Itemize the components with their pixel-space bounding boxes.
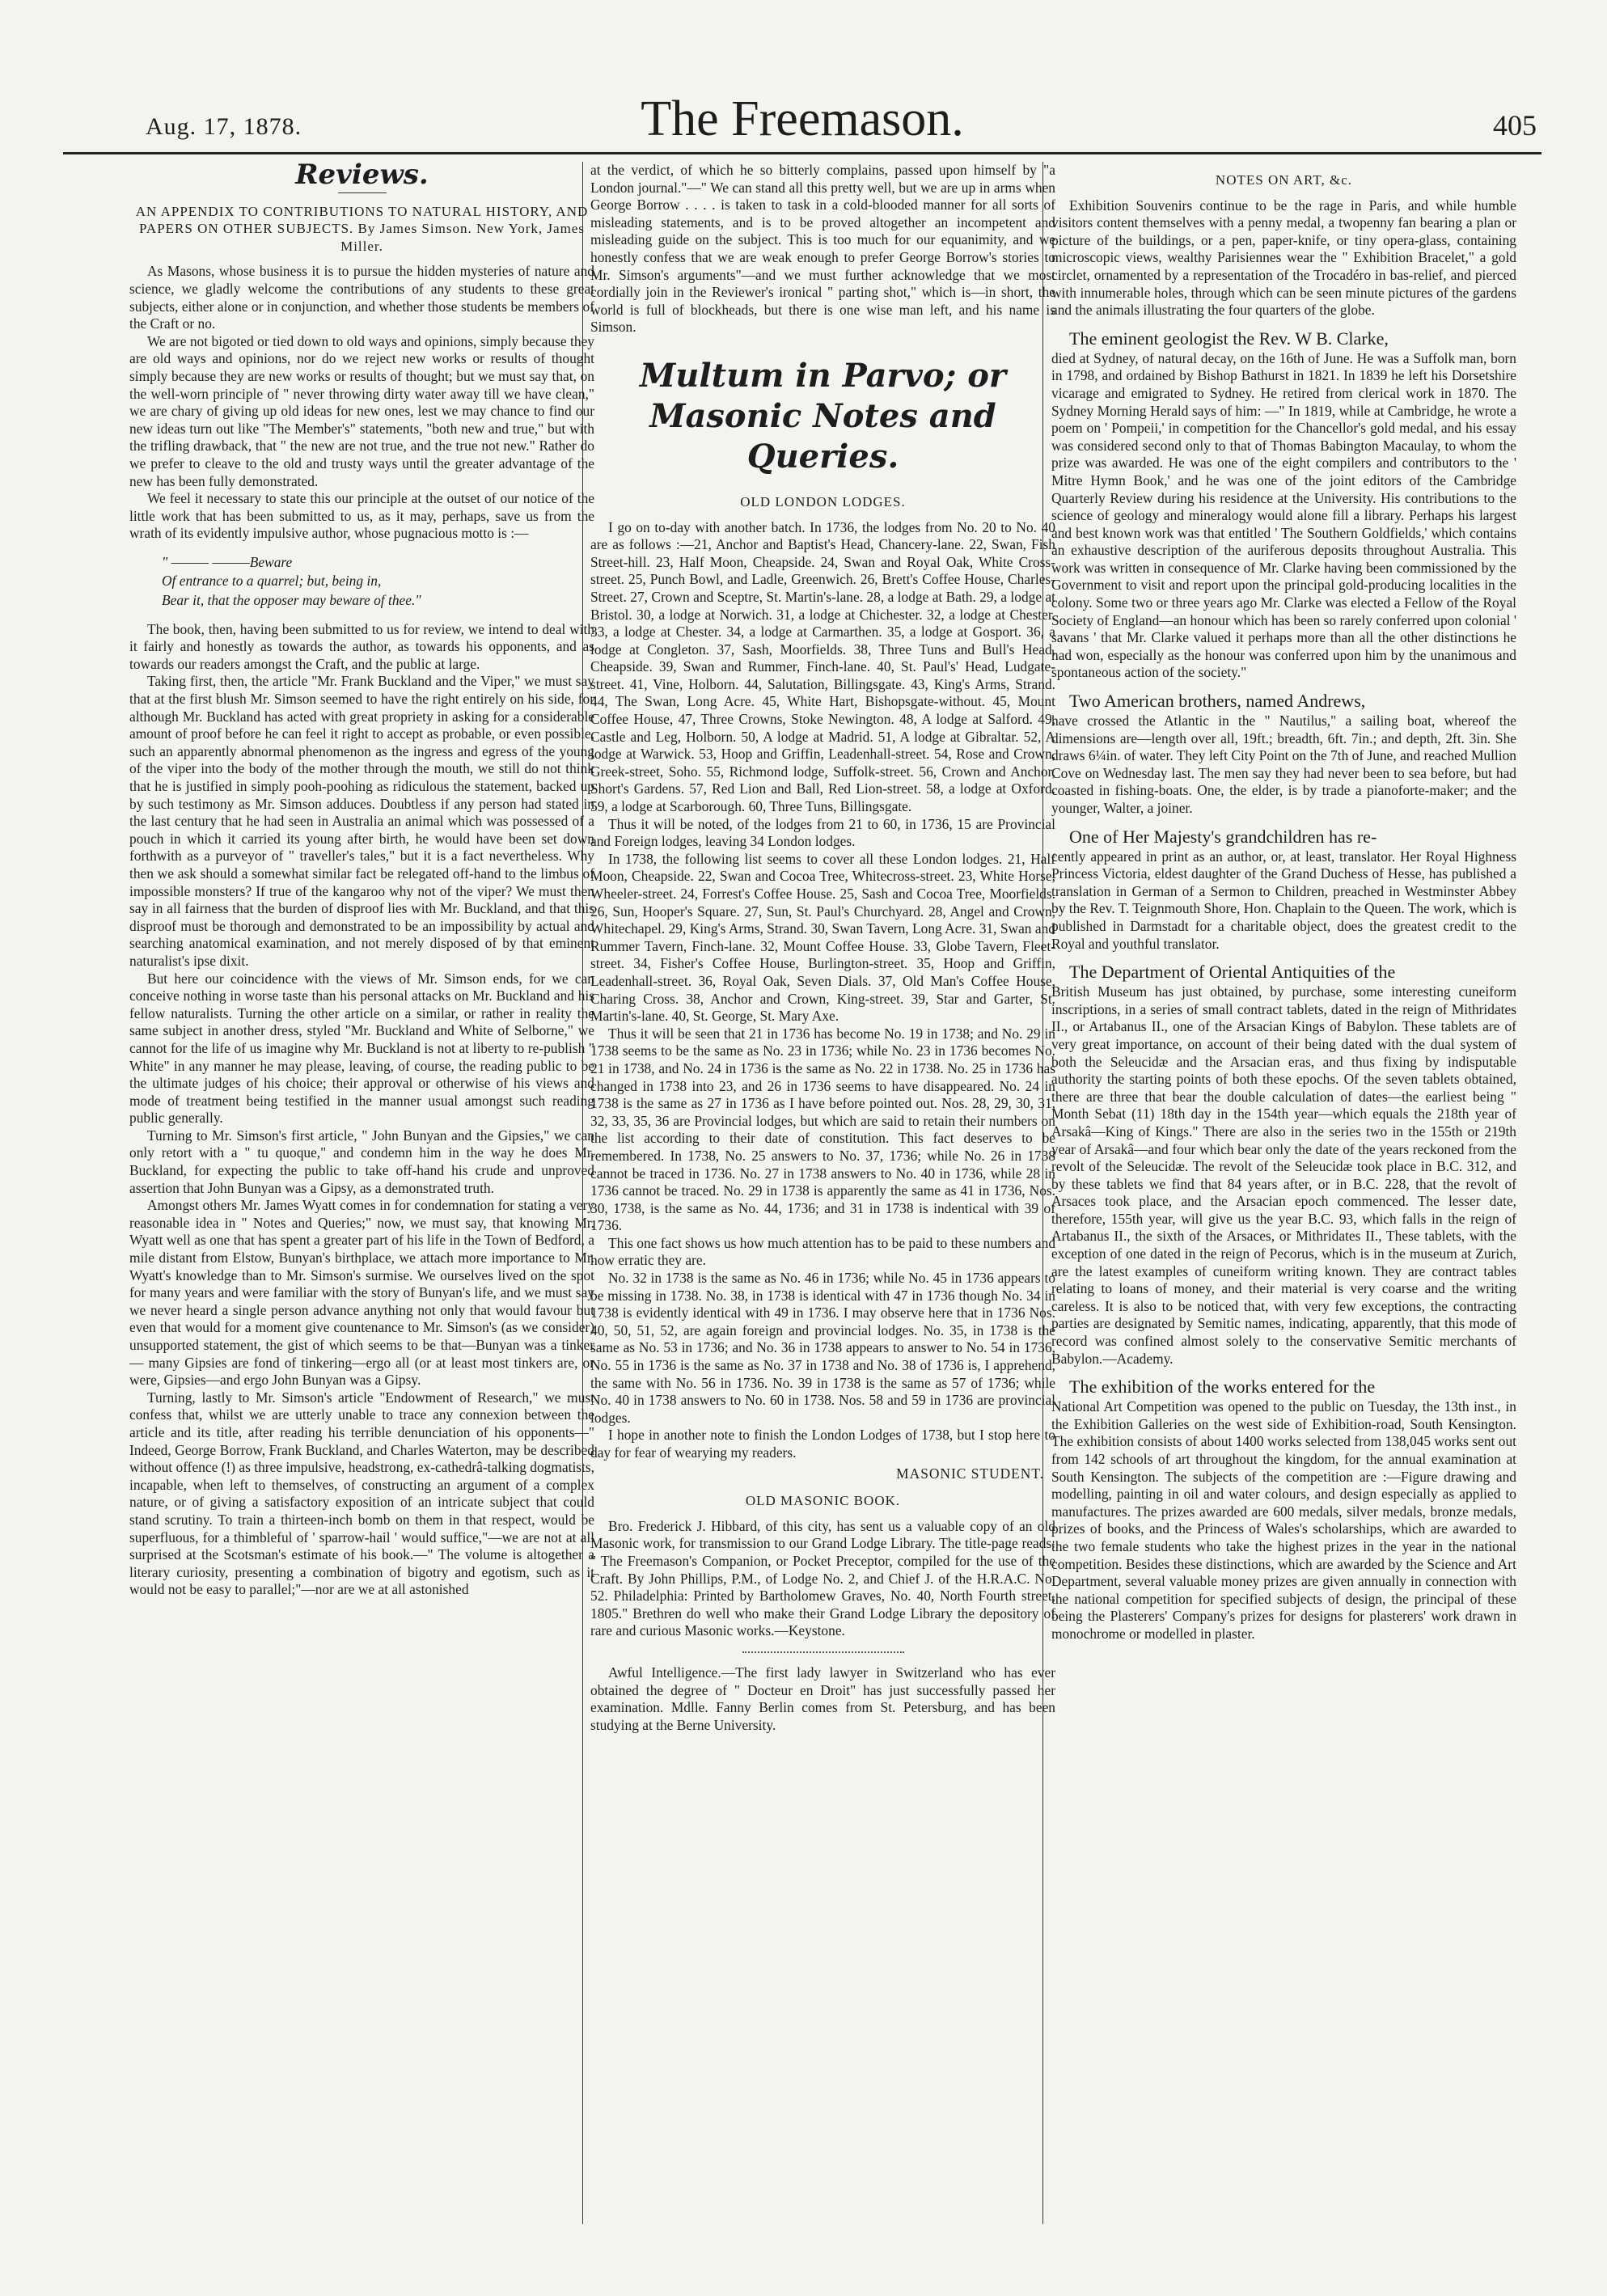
- signature: MASONIC STUDENT.: [896, 1465, 1044, 1482]
- column-masonic-notes: [590, 162, 1055, 2232]
- paragraph: Taking first, then, the article "Mr. Frank Buckland and the Viper," we must say that at the first blush Mr. Simson seemed to have the right entirely on his side, for although Mr. Buckland has acted with great propriety in asking for a considerable amount of proof before he can feel it right to accept as probable, or even possible, such an apparently abnormal phenomenon as the ingress and egress of the young of the viper into the body of the mother through the mouth, we still do not think that he is justified in simply pooh-poohing as ridiculous the statement, backed up by such testimony as Mr. Simson adduces. Doubtless if any person had stated in the last century that he had seen in Australia an animal which was possessed of a pouch in which it carried its young after birth, he would have been set down forthwith as a purveyor of " traveller's tales," but it is a fact nevertheless. Why then we ask should a somewhat similar fact be relegated off-hand to the limbus of impossible monsters? If true of the kangaroo why not of the viper? We must then say in all fairness that the burden of disproof lies with Mr. Buckland, and that this disproof must be thorough and demonstrated to be an impossibility by actual and searching anatomical examination, and not merely disposed of by that eminent naturalist's ipse dixit.: [129, 673, 594, 969]
- lead-line: The exhibition of the works entered for the: [1069, 1376, 1376, 1397]
- paragraph: I hope in another note to finish the London Lodges of 1738, but I stop here to day for fear of wearying my readers.: [590, 1427, 1055, 1461]
- masthead: [63, 63, 1541, 154]
- paragraph: Awful Intelligence.—The first lady lawyer in Switzerland who has ever obtained the degree of " Docteur en Droit" has just successfully passed her examination. Mdlle. Fanny Berlin comes from St. Petersburg, and has been studying at the Berne University.: [590, 1664, 1055, 1733]
- column-notes-on-art: [1051, 162, 1516, 2232]
- newspaper-title: The Freemason.: [641, 91, 964, 146]
- paragraph: I go on to-day with another batch. In 1736, the lodges from No. 20 to No. 40 are as follows :—21, Anchor and Baptist's Head, Chancery-lane. 22, Swan, Fish Street-hill. 23, Half Moon, Cheapside. 24, Swan and Royal Oak, White Cross-street. 25, Punch Bowl, and Ladle, Greenwich. 26, Brett's Coffee House, Charles-Street. 27, Crown and Sceptre, St. Martin's-lane. 28, a lodge at Bath. 29, a lodge at Bristol. 30, a lodge at Norwich. 31, a lodge at Chichester. 32, a lodge at Chester. 33, a lodge at Chester. 34, a lodge at Carmarthen. 35, a lodge at Gosport. 36, a lodge at Congleton. 37, Sash, Moorfields. 38, Three Tuns and Bull's Head, Cheapside. 39, Swan and Rummer, Finch-lane. 40, St. Paul's' Head, Ludgate-street. 41, Vine, Holborn. 44, Salutation, Billingsgate. 43, King's Arms, Strand. 44, The Swan, Long Acre. 45, White Hart, Bishopsgate-without. 45, Mount Coffee House, 47, Three Crowns, Stoke Newington. 48, A lodge at Salford. 49, Castle and Leg, Holborn. 50, A lodge at Madrid. 51, A lodge at Gibraltar. 52, A lodge at Warwick. 53, Hoop and Griffin, Leadenhall-street. 54, Rose and Crown, Greek-street, Soho. 55, Richmond lodge, Suffolk-street. 56, Crown and Anchor, Short's Gardens. 57, Red Lion and Ball, Red Lion-street. 58, a lodge at Oxford. 59, a lodge at Scarborough. 60, Three Tuns, Billingsgate.: [590, 518, 1055, 815]
- paragraph: cently appeared in print as an author, or, at least, translator. Her Royal Highness Princess Victoria, eldest daughter of the Grand Duchess of Hesse, has published a translation in German of a Sermon to Children, preached in Westminster Abbey by the Rev. T. Teignmouth Shore, Hon. Chaplain to the Queen. The work, which is published in Darmstadt for a charitable object, does the greatest credit to the Royal and youthful translator.: [1051, 848, 1516, 952]
- paragraph: As Masons, whose business it is to pursue the hidden mysteries of nature and science, we gladly welcome the contributions of any students to these great subjects, either alone or in conjunction, and whether those students be members of the Craft or no.: [129, 263, 594, 332]
- column-reviews: [129, 162, 594, 2232]
- section-title-multum-in-parvo: Multum in Parvo; or Masonic Notes and Queries.: [640, 356, 1006, 476]
- lead-line: The Department of Oriental Antiquities of the: [1069, 962, 1396, 983]
- paragraph: Thus it will be seen that 21 in 1736 has become No. 19 in 1738; and No. 29 in 1738 seems to be the same as No. 23 in 1736; while No. 23 in 1736 becomes No. 21 in 1738, and No. 24 in 1736 is the same as No. 22 in 1738. No. 25 in 1736 has changed in 1738 into 23, and 26 in 1736 seems to have disappeared. No. 24 in 1738 is the same as 27 in 1736 as I have before pointed out. Nos. 28, 29, 30, 31, 32, 33, 35, 36 are Provincial lodges, but which are said to retain their numbers on the list according to their date of constitution. This fact deserves to be remembered. In 1738, No. 25 answers to No. 37, 1736; while No. 26 in 1738 cannot be traced in 1736. No. 27 in 1738 answers to No. 40 in 1736, while 28 in 1736 cannot be traced. No. 29 in 1738 is apparently the same as 41 in 1736, Nos. 30, 1738, is the same as No. 44, 1736; and 31 in 1738 is indentical with 39 of 1736.: [590, 1025, 1055, 1234]
- verse-line: " ——— ———Beware: [162, 553, 293, 570]
- paragraph: at the verdict, of which he so bitterly complains, passed upon himself by "a London journal."—" We can stand all this pretty well, but we are up in arms when George Borrow . . . . is taken to task in a cold-blooded manner for all sorts of misleading statements, and is to be proved altogether an incompetent and misleading guide on the subject. This is too much for our equanimity, and we honestly confess that we are weak enough to prefer George Borrow's stories to Mr. Simson's arguments"—and we must further acknowledge that we most cordially join in the Reviewer's ironical " parting shot," which is—in short, the world is full of blockheads, but there is one wise man left, and his name is Simson.: [590, 162, 1055, 336]
- paragraph: The book, then, having been submitted to us for review, we intend to deal with it fairly and honestly as towards the author, as towards his opponents, and as towards our readers amongst the Craft, and the public at large.: [129, 620, 594, 672]
- lead-line: The eminent geologist the Rev. W B. Clarke,: [1069, 328, 1389, 349]
- divider: [742, 1651, 904, 1653]
- paragraph: British Museum has just obtained, by purchase, some interesting cuneiform inscriptions, in a series of small contract tablets, dated in the reign of Mithridates II., or Artabanus II., one of the Arsacian Kings of Babylon. These tablets are of very great importance, on account of their being dated with the dual system of both the Seleucidæ and the Arsacian eras, and thus fixing by indisputable authority the starting points of both these epochs. Of the seven tablets obtained, there are three that bear the double calculation of dates—the earliest being " Month Sebat (11) 18th day in the 154th year—which equals the 218th year of Arsakâ—King of Kings." There are also in the series two in the 155th or 219th year of Arsakâ—and four which bear only the date of the years reckoned from the revolt of the Seleucidæ. The revolt of the Seleucidæ took place in B.C. 312, and by these tablets we find that 84 years after, or in B.C. 228, that the revolt of Arsaces took place, and the Arsacian epoch commenced. The lesser date, therefore, 155th year, will give us the year B.C. 93, which falls in the reign of Artabanus II., the sixth of the Arsaces, or Mithridates II., These tablets, with the exception of one dated in the reign of Pecorus, which is in the museum at Zurich, are the latest examples of cuneiform writing known. They are contract tables relating to loans of money, and their material is very coarse and the writing careless. It is also to be noticed that, with very few exceptions, the contracting parties are designated by Semitic names, indicating, apparently, that this mode of record was confined almost solely to the conservative Semitic merchants of Babylon.—Academy.: [1051, 983, 1516, 1367]
- paragraph: National Art Competition was opened to the public on Tuesday, the 13th inst., in the Exhibition Galleries on the west side of Exhibition-road, South Kensington. The exhibition consists of about 1400 works selected from 138,045 works sent out from 142 schools of art throughout the kingdom, for the annual examination at South Kensington. The subjects of the competition are :—Figure drawing and modelling, painting in oil and water colours, and design especially as applied to manufactures. The prizes awarded are 600 medals, silver medals, bronze medals, prizes of books, and the Princess of Wales's scholarships, which are awarded to the two female students who take the highest prizes in the year in the national competition. Besides these distinctions, which are awarded by the Science and Art Department, several valuable money prizes are given annually in connection with the national competition for specified subjects of design, the principal of these being the Plasterers' Company's prizes for designs for plasterers' work drawn in monochrome or modelled in plaster.: [1051, 1398, 1516, 1642]
- paragraph: Turning to Mr. Simson's first article, " John Bunyan and the Gipsies," we can only retort with a " tu quoque," and condemn him in the way he does Mr. Buckland, for expecting the public to take off-hand his crude and unproved assertion that John Bunyan was a Gipsy, as a demonstrated truth.: [129, 1127, 594, 1196]
- divider: [338, 192, 387, 193]
- issue-date: Aug. 17, 1878.: [146, 113, 302, 140]
- paragraph: died at Sydney, of natural decay, on the 16th of June. He was a Suffolk man, born in 1798, and ordained by Bishop Bathurst in 1821. In 1839 he left his Dorsetshire vicarage and emigrated to Sydney. He retired from clerical work in 1870. The Sydney Morning Herald says of him: —" In 1819, while at Cambridge, he wrote a poem on ' Pompeii,' in competition for the Chancellor's gold medal, and his essay was considered second only to that of Thomas Babington Macaulay, to whom the prize was awarded. He was one of the eight compilers and contributors to the ' Mitre Hymn Book,' and he was one of the joint editors of the Cambridge Quarterly Review during his residence at the University. His contributions to the science of geology and mineralogy would alone fill a library. Perhaps his largest and best known work was that entitled ' The Southern Goldfields,' which contains an exhaustive description of the auriferous deposits throughout Australia. This work was written in consequence of Mr. Clarke having been commissioned by the Government to visit and report upon the principal gold-producing localities in the colony. Some two or three years ago Mr. Clarke was elected a Fellow of the Royal Society of England—an honour which has been so rarely conferred upon colonial ' savans ' that Mr. Clarke valued it perhaps more than all the other distinctions he had won, especially as the honour was conferred upon him by the unanimous and spontaneous action of the society.": [1051, 349, 1516, 681]
- paragraph: Turning, lastly to Mr. Simson's article "Endowment of Research," we must confess that, whilst we are utterly unable to trace any connexion between the article and its title, after reading his terrible denunciation of his opponents—" Indeed, George Borrow, Frank Buckland, and Charles Waterton, may be described without offence (!) as three impulsive, headstrong, ex-cathedrâ-talking dogmatists, incapable, when left to themselves, of constructing an argument of a complex nature, or of giving a satisfactory exposition of an intricate subject that could stand scrutiny. To train a thirteen-inch bomb on them in that respect, would be superfluous, for a thimbleful of ' sparrow-hail ' would suffice,"—we are not at all surprised at the Scotsman's estimate of his book.—" The volume is altogether a literary curiosity, presenting a combination of bigotry and egotism, such as it would not be easy to parallel;"—nor are we at all astonished: [129, 1389, 594, 1598]
- paragraph: We feel it necessary to state this our principle at the outset of our notice of the little work that has been submitted to us, as it may, perhaps, save us from the wrath of its evidently impulsive author, whose pugnacious motto is :—: [129, 490, 594, 542]
- paragraph: Exhibition Souvenirs continue to be the rage in Paris, and while humble visitors content themselves with a penny medal, a twopenny fan bearing a plan or picture of the buildings, or a pen, paper-knife, or tiny opera-glass, containing microscopic views, wealthy Parisiennes wear the " Exhibition Bracelet," a gold circlet, ornamented by a representation of the Trocadéro in bas-relief, and pierced with innumerable holes, through which can be seen minute pictures of the gardens and the animals illustrating the four quarters of the globe.: [1051, 197, 1516, 319]
- paragraph: No. 32 in 1738 is the same as No. 46 in 1736; while No. 45 in 1736 appears to be missing in 1738. No. 38, in 1738 is identical with 47 in 1736 though No. 34 in 1738 is evidently identical with 49 in 1736. I may observe here that in 1736 Nos. 40, 50, 51, 52, are again foreign and provincial lodges. No. 35, in 1738 is the same as No. 53 in 1736; and No. 36 in 1738 appears to answer to No. 54 in 1736, No. 55 in 1736 is the same as No. 37 in 1738 and No. 38 of 1736 is, I apprehend, the same with No. 56 in 1736. No. 39 in 1738 is the same as 57 of 1736; while No. 40 in 1738 answers to No. 60 in 1738. Nos. 58 and 59 in 1736 are provincial lodges.: [590, 1270, 1055, 1426]
- paragraph: But here our coincidence with the views of Mr. Simson ends, for we can conceive nothing in worse taste than his personal attacks on Mr. Buckland and his fellow naturalists. Turning the other article on a similar, or rather in reality the same subject in another dress, styled "Mr. Buckland and White of Selborne," we cannot for the life of us imagine why Mr. Buckland is not at liberty to re-publish " White" in any manner he may please, leaving, of course, the reading public to be the ultimate judges of his choice; their approval or otherwise of his views and mode of treatment being testified in the manner usual amongst such reading public generally.: [129, 970, 594, 1127]
- review-heading: AN APPENDIX TO CONTRIBUTIONS TO NATURAL HISTORY, AND PAPERS ON OTHER SUBJECTS. By James Simson. New York, James Miller.: [135, 203, 589, 254]
- paragraph: This one fact shows us how much attention has to be paid to these numbers and how erratic they are.: [590, 1234, 1055, 1269]
- paragraph: We are not bigoted or tied down to old ways and opinions, simply because they are old ways and opinions, nor do we reject new works or results of thought simply because they are new works or results of thought; but we must say that, on the well-worn principle of " never throwing dirty water away till we have clean," we are chary of giving up old ideas for new ones, lest we may chance to find our new ideas turn out like "The Member's" statements, "both new and true," but with the trifling drawback, that " the new are not true, and the true not new." Rather do we prefer to cleave to the old and trusty ways until the greater advantage of the new has been fully demonstrated.: [129, 332, 594, 489]
- heading-old-london-lodges: OLD LONDON LODGES.: [740, 493, 906, 510]
- paragraph: In 1738, the following list seems to cover all these London lodges. 21, Half Moon, Cheapside. 22, Swan and Cocoa Tree, Whitecross-street. 23, White Horse, Wheeler-street. 24, Forrest's Coffee House. 25, Sash and Cocoa Tree, Moorfields. 26, Sun, Hooper's Square. 27, Sun, St. Paul's Churchyard. 28, Angel and Crown, Whitechapel. 29, King's Arms, Strand. 30, Swan Tavern, Long Acre. 31, Swan and Rummer Tavern, Finch-lane. 32, Mount Coffee House. 33, Globe Tavern, Fleet-street. 34, Fisher's Coffee House, Burlington-street. 35, Hoop and Griffin, Leadenhall-street. 36, Royal Oak, Seven Dials. 37, Old Man's Coffee House, Charing Cross. 38, Anchor and Crown, King-street. 39, Star and Garter, St. Martin's-lane. 40, St. George, St. Mary Axe.: [590, 850, 1055, 1025]
- page-number: 405: [1493, 109, 1537, 142]
- lead-line: Two American brothers, named Andrews,: [1069, 691, 1366, 712]
- paragraph: Amongst others Mr. James Wyatt comes in for condemnation for stating a very reasonable idea in " Notes and Queries;" now, we must say, that knowing Mr. Wyatt well as one that has spent a greater part of his life in the Town of Bedford, a mile distant from Elstow, Bunyan's birthplace, we attach more importance to Mr. Wyatt's knowledge than to Mr. Simson's surmise. We ourselves lived on the spot for many years and were familiar with the story of Bunyan's life, and we must say we never heard a single person advance anything not only that would favour but even that would for a moment give countenance to Mr. Simson's (as we consider) unsupported statement, the gist of which seems to be that—Bunyan was a tinker — many Gipsies are fond of tinkering—ergo all (or at least most tinkers are, or were, Gipsies—and ergo John Bunyan was a Gipsy.: [129, 1197, 594, 1389]
- verse-quote: [162, 554, 594, 610]
- verse-line: Of entrance to a quarrel; but, being in,: [162, 573, 382, 590]
- heading-notes-on-art: NOTES ON ART, &c.: [1215, 172, 1353, 188]
- lead-line: One of Her Majesty's grandchildren has re-: [1069, 826, 1377, 847]
- paragraph: have crossed the Atlantic in the " Nautilus," a sailing boat, whereof the dimensions are—length over all, 19ft.; breadth, 6ft. 7in.; and depth, 2ft. 3in. She draws 6¼in. of water. They left City Point on the 7th of June, and reached Mullion Cove on Wednesday last. The men say they had never been to sea before, but had coasted in fishing-boats. One, the elder, is by trade a pianoforte-maker; and the younger, Walter, a joiner.: [1051, 712, 1516, 816]
- heading-old-masonic-book: OLD MASONIC BOOK.: [745, 1493, 901, 1509]
- section-title-reviews: Reviews.: [295, 162, 429, 191]
- paragraph: Bro. Frederick J. Hibbard, of this city, has sent us a valuable copy of an old Masonic work, for transmission to our Grand Lodge Library. The title-page reads: " The Freemason's Companion, or Pocket Preceptor, compiled for the use of the Craft. By John Phillips, P.M., of Lodge No. 2, and Chief J. of the H.R.A.C. No. 52. Philadelphia: Printed by Bartholomew Graves, No. 40, North Fourth street, 1805." Brethren do well who make their Grand Lodge Library the depository of rare and curious Masonic works.—Keystone.: [590, 1517, 1055, 1639]
- paragraph: Thus it will be noted, of the lodges from 21 to 60, in 1736, 15 are Provincial and Foreign lodges, leaving 34 London lodges.: [590, 815, 1055, 850]
- verse-line: Bear it, that the opposer may beware of thee.": [162, 592, 421, 609]
